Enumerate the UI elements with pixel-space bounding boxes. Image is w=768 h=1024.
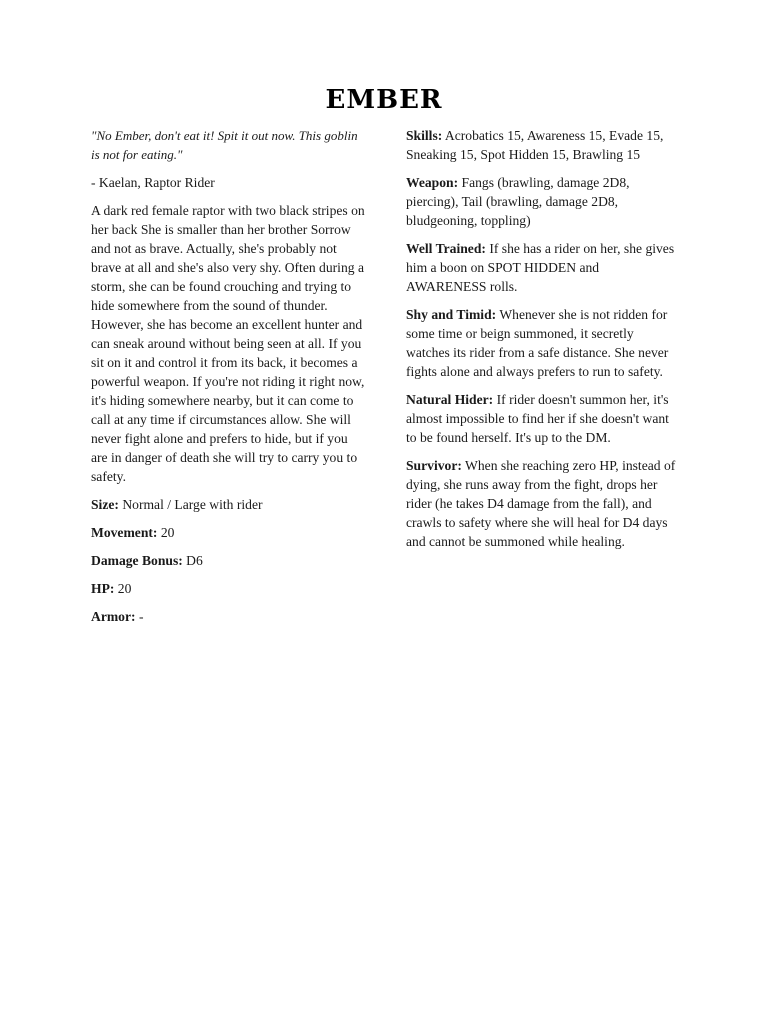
entry-label: Survivor:: [406, 458, 462, 473]
entry-skills: [406, 126, 678, 164]
stat-value: 20: [157, 525, 175, 540]
stat-value: 20: [114, 581, 132, 596]
stat-damage-bonus: [91, 551, 367, 570]
entry-text: Whenever she is not ridden for some time or beign summoned, it secretly watches its rider from a safe distance. She never fights alone and always prefers to run to safety.: [406, 307, 669, 379]
trait-shy-and-timid: [406, 305, 678, 381]
stat-size: [91, 495, 367, 514]
quote-attribution: - Kaelan, Raptor Rider: [91, 175, 215, 190]
stat-value: Normal / Large with rider: [118, 497, 263, 512]
stat-hp: [91, 579, 367, 598]
entry-text: When she reaching zero HP, instead of dying, she runs away from the fight, drops her rider (he takes D4 damage from the fall), and crawls to safety where she will heal for D4 days and cannot be summoned while healing.: [406, 458, 676, 549]
entry-label: Skills:: [406, 128, 443, 143]
flavor-quote: "No Ember, don't eat it! Spit it out now. This goblin is not for eating.": [91, 128, 358, 162]
stat-armor: [91, 607, 367, 626]
stat-movement: [91, 523, 367, 542]
trait-survivor: [406, 456, 678, 551]
entry-text: Acrobatics 15, Awareness 15, Evade 15, Sneaking 15, Spot Hidden 15, Brawling 15: [406, 128, 664, 162]
stat-label: Damage Bonus:: [91, 553, 183, 568]
entry-text: Fangs (brawling, damage 2D8, piercing), Tail (brawling, damage 2D8, bludgeoning, toppling): [406, 175, 630, 228]
entry-weapon: [406, 173, 678, 230]
stat-label: HP:: [91, 581, 115, 596]
right-column: [406, 126, 678, 560]
stat-value: D6: [182, 553, 203, 568]
entry-text: If she has a rider on her, she gives him a boon on SPOT HIDDEN and AWARENESS rolls.: [406, 241, 675, 294]
stat-label: Size:: [91, 497, 119, 512]
stat-label: Armor:: [91, 609, 136, 624]
entry-label: Natural Hider:: [406, 392, 494, 407]
stat-label: Movement:: [91, 525, 158, 540]
entry-label: Shy and Timid:: [406, 307, 497, 322]
trait-natural-hider: [406, 390, 678, 447]
entry-text: If rider doesn't summon her, it's almost impossible to find her if she doesn't want to be found herself. It's up to the DM.: [406, 392, 669, 445]
left-column: [91, 126, 367, 635]
creature-description: A dark red female raptor with two black stripes on her back She is smaller than her brother Sorrow and not as brave. Actually, she's probably not brave at all and she's also very shy. Often during a storm, she can be found crouching and trying to hide somewhere from the sound of thunder. However, she has become an excellent hunter and can sneak around without being seen at all. If you sit on it and control it from its back, it becomes a powerful weapon. If you're not riding it right now, it's hiding somewhere nearby, but it can come to call at any time if circumstances allow. She will never fight alone and prefers to hide, but if you are in danger of death she will try to carry you to safety.: [91, 203, 365, 484]
page-title: EMBER: [325, 85, 443, 115]
trait-well-trained: [406, 239, 678, 296]
entry-label: Weapon:: [406, 175, 459, 190]
stat-value: -: [135, 609, 144, 624]
entry-label: Well Trained:: [406, 241, 486, 256]
